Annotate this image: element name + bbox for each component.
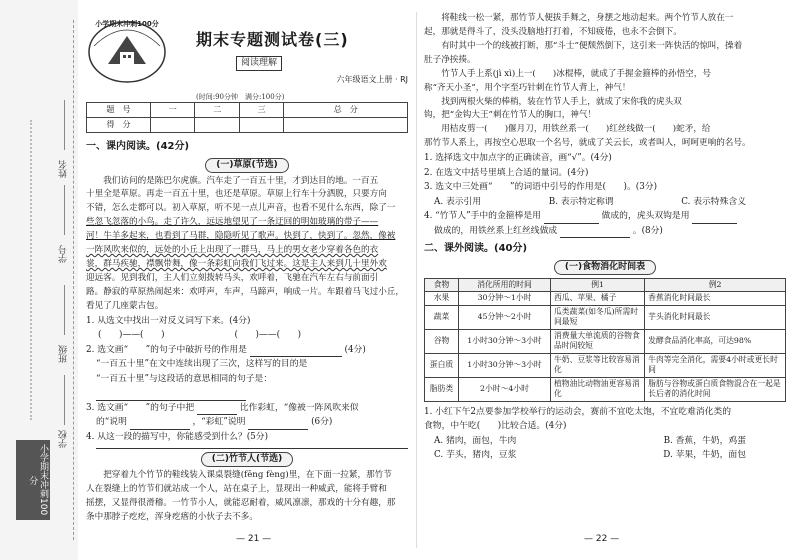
option-a[interactable]: A. 猪肉，面包，牛肉 bbox=[434, 435, 517, 446]
logo-icon bbox=[86, 12, 168, 86]
passage-line: 裳，群马疾驰，襟飘带舞，像一条彩虹向我们飞过来。这是主人来到几十里外欢 bbox=[86, 259, 387, 270]
time-info: (时间:90分钟 满分:100分) bbox=[196, 93, 285, 101]
passage-line: 摇摆，又显得很滑稽。一竹节小人，就能忍耐着，威风凛凛，那戏的十分有趣，那 bbox=[86, 498, 396, 509]
question-r4-c: 。(8分) bbox=[632, 225, 663, 236]
question-3b bbox=[86, 415, 408, 430]
class-label: 班级 bbox=[59, 345, 69, 363]
logo-text: 小学期末冲刺100分 bbox=[95, 20, 159, 28]
left-page bbox=[86, 12, 408, 552]
digestion-table bbox=[424, 278, 786, 402]
answer-blank[interactable] bbox=[197, 405, 237, 415]
question-r5-options-row2 bbox=[424, 448, 786, 463]
passage-line: 看见了几座蒙古包。 bbox=[86, 300, 164, 311]
question-r5b: 食物，中午吃( )比较合适。(4分) bbox=[424, 421, 567, 432]
score-table bbox=[86, 102, 408, 133]
brand-tag: 小学期末冲刺100分 bbox=[16, 440, 50, 520]
answer-blank[interactable] bbox=[248, 420, 308, 430]
question-3-mid: 比作彩虹，“像被一阵风吹来似 bbox=[239, 402, 359, 413]
table-row bbox=[425, 305, 786, 329]
right-page bbox=[424, 12, 786, 552]
passage-grassland bbox=[86, 175, 408, 314]
answer-line[interactable] bbox=[96, 448, 408, 449]
passage-line: 把穿着九个竹节的鞋线装入课桌裂缝(fēng fèng)里，在下面一拉紧，那竹节 bbox=[103, 470, 392, 481]
school-line bbox=[64, 375, 65, 425]
passage-line: 不错，怎么走都可以。初入草原，听不见一点儿声音，也看不见什么东西，除了一 bbox=[86, 203, 396, 214]
passage-line: 将鞋线一松一紧，那竹节人便拔手舞之，身摆之地动起来。两个竹节人放在一 bbox=[441, 13, 734, 23]
passage-line: 找到两根火柴的棒梢，装在竹节人手上，就成了宋你我的虎头双 bbox=[441, 96, 682, 107]
table-cell: 芋头消化时间最长 bbox=[645, 305, 786, 329]
column-header: 例1 bbox=[551, 278, 645, 292]
question-2c-text: “一百五十里”与这段话的意思相同的句子是： bbox=[96, 373, 273, 384]
grade-label: 六年级语文上册 · RJ bbox=[336, 75, 408, 84]
score-cell: 得 分 bbox=[87, 118, 151, 133]
passage-line: 路。静寂的草原热闹起来：欢呼声，车声，马蹄声，响成一片。车跟着马飞过小丘， bbox=[86, 286, 404, 297]
score-input[interactable] bbox=[284, 118, 408, 133]
score-header-row bbox=[87, 103, 408, 118]
passage-line: 那竹节人系上，再按空心思取一个名号，就成了关云长，或者叫人，呵呵更响的名号。 bbox=[424, 138, 751, 149]
score-input[interactable] bbox=[195, 118, 239, 133]
question-r5-options-row1 bbox=[424, 434, 786, 449]
id-line bbox=[64, 185, 65, 235]
question-r4-text: 4. “竹节人”手中的金箍棒是用 bbox=[424, 211, 541, 222]
question-2b bbox=[86, 357, 408, 372]
passage-line: 我们访问的是陈巴尔虎旗。汽车走了一百五十里，才到达目的地。一百五 bbox=[103, 175, 379, 186]
question-2-text: 2. 选文画“ ”的句子中破折号的作用是 bbox=[86, 344, 247, 355]
score-input[interactable] bbox=[239, 118, 283, 133]
table-cell: 脂肪类 bbox=[425, 377, 459, 401]
question-r4b bbox=[424, 224, 786, 239]
passage-line: 起，那就是得斗了，没头没脑地打打着，不知疲倦，也永不会倒下。 bbox=[424, 26, 682, 37]
table-cell: 脂肪与谷物或蛋白质食物混合在一起是长后者的消化时间 bbox=[645, 377, 786, 401]
answer-blank[interactable] bbox=[692, 214, 737, 224]
question-r3-options bbox=[424, 195, 786, 210]
score-cell: 总 分 bbox=[284, 103, 408, 118]
passage-title-text: (二)竹节人(节选) bbox=[201, 452, 293, 467]
question-r2: 2. 在选文中括号里填上合适的量词。(4分) bbox=[424, 167, 589, 178]
page-number: — 22 — bbox=[584, 533, 620, 544]
answer-blank[interactable] bbox=[544, 214, 599, 224]
cut-line bbox=[73, 20, 74, 540]
passage-title bbox=[86, 452, 408, 467]
question-3b-end: ，“彩虹”说明 bbox=[192, 417, 246, 428]
passage-line: 竹节人手上系(jì xì)上一( )冰棍棒，就成了手握金箍棒的孙悟空，号 bbox=[441, 68, 711, 79]
table-cell: 牛奶、豆浆等比较容易消化 bbox=[551, 353, 645, 377]
option-c[interactable]: C. 芋头，猪肉，豆浆 bbox=[434, 450, 517, 461]
table-row bbox=[425, 292, 786, 306]
score-cell: 二 bbox=[195, 103, 239, 118]
table-cell: 1小时30分钟～3小时 bbox=[459, 353, 551, 377]
passage-line: 十里全是草原。再走一百五十里，也还是草原。草原上行车十分洒脱，只要方向 bbox=[86, 189, 387, 200]
question-r3: 3. 选文中三处画“ ”的词语中引号的作用是( )。(3分) bbox=[424, 182, 658, 193]
score-cell: 题 号 bbox=[87, 103, 151, 118]
page-title: 期末专题测试卷(三) bbox=[196, 30, 349, 49]
table-cell: 发酵食品消化率高，可达98% bbox=[645, 329, 786, 353]
question-2c bbox=[86, 372, 408, 401]
passage-line: 称“齐天小圣”，用个字至巧针刺在竹节人背上，神气！ bbox=[424, 82, 631, 93]
passage-line: 一阵风吹来似的，远处的小丘上出现了一群马，马上的男女老少穿着各色的衣 bbox=[86, 245, 379, 256]
passage-title-text: (一)食物消化时间表 bbox=[554, 260, 656, 275]
passage-title bbox=[424, 260, 786, 275]
answer-blank[interactable] bbox=[560, 228, 630, 238]
column-header: 食物 bbox=[425, 278, 459, 292]
antonym-pair-2[interactable]: ( )——( ) bbox=[234, 330, 302, 341]
table-row bbox=[425, 377, 786, 401]
table-cell: 蛋白质 bbox=[425, 353, 459, 377]
table-cell: 30分钟～1小时 bbox=[459, 292, 551, 306]
table-cell: 谷物 bbox=[425, 329, 459, 353]
section-heading: 一、课内阅读。(42分) bbox=[86, 141, 190, 152]
table-cell: 瓜类蔬菜(如冬瓜)所需时间最短 bbox=[551, 305, 645, 329]
score-cell: 三 bbox=[239, 103, 283, 118]
question-2b-text: “一百五十里”在文中连续出现了三次，这样写的目的是 bbox=[96, 359, 308, 370]
answer-blank[interactable] bbox=[250, 347, 342, 357]
page-number: — 21 — bbox=[236, 533, 272, 544]
passage-bamboo-man bbox=[86, 469, 408, 525]
table-row bbox=[425, 353, 786, 377]
passage-line: 用桔皮剪一( )偃月刀，用铁丝系一( )红丝线做一( )蛇矛，给 bbox=[441, 124, 711, 135]
question-3-text: 3. 选文画“ ”的句子中把 bbox=[86, 402, 195, 413]
section-1 bbox=[86, 140, 408, 525]
table-row bbox=[425, 329, 786, 353]
question-r4-a: 做成的，虎头双钩是用 bbox=[601, 211, 690, 222]
passage-title-text: (一)草原(节选) bbox=[205, 158, 288, 173]
score-value-row bbox=[87, 118, 408, 133]
passage-line: 迎远客。见到我们，主人们立刻拨转马头，欢呼着，飞驰在汽车左右与前面引 bbox=[86, 273, 379, 283]
option-d[interactable]: D. 苹果，牛奶，面包 bbox=[663, 450, 746, 461]
passage-line: 些忽飞忽落的小鸟。走了许久，远远地望见了一条迂回的明如玻璃的带子—— bbox=[86, 217, 379, 228]
table-cell: 45分钟～2小时 bbox=[459, 305, 551, 329]
passage-line: 有时其中一个的线被打断，那“斗士”便颓然倒下，这引来一阵快活的惊叫，操着 bbox=[441, 40, 743, 51]
option-c[interactable]: C. 表示特殊含义 bbox=[681, 196, 746, 207]
question-4: 4. 从这一段的描写中，你能感受到什么？(5分) bbox=[86, 431, 268, 442]
passage-line: 条中那脖子疙疙，浑身疙瘩的小伙子去不多。 bbox=[86, 512, 258, 523]
question-3b-text: 的“说明 bbox=[96, 417, 127, 428]
section-heading: 二、课外阅读。(40分) bbox=[424, 243, 528, 255]
table-cell: 消费量大单流质的谷物食品时间较短 bbox=[551, 329, 645, 353]
question-3 bbox=[86, 401, 408, 416]
score-cell: 一 bbox=[151, 103, 195, 118]
id-label: 学号 bbox=[59, 245, 69, 263]
class-line bbox=[64, 285, 65, 335]
option-b[interactable]: B. 表示特定称谓 bbox=[548, 196, 614, 207]
table-cell: 香蕉消化时间最长 bbox=[645, 292, 786, 306]
answer-blank[interactable] bbox=[130, 420, 190, 430]
table-cell: 牛肉等完全消化，需要4小时或更长时间 bbox=[645, 353, 786, 377]
question-r5: 1. 小红下午2点要参加学校举行的运动会，赛前不宜吃太饱，不宜吃难消化类的 bbox=[424, 406, 732, 417]
passage-line: 钩，把“金钩大王”刺在竹节人的胸口，神气！ bbox=[424, 110, 597, 121]
table-cell: 1小时30分钟～3小时 bbox=[459, 329, 551, 353]
column-header: 例2 bbox=[645, 278, 786, 292]
option-b[interactable]: B. 香蕉，牛奶，鸡蛋 bbox=[663, 435, 746, 446]
school-label: 学校 bbox=[59, 430, 69, 448]
table-cell: 蔬菜 bbox=[425, 305, 459, 329]
question-2-score: (4分) bbox=[344, 344, 366, 355]
question-3-score: (6分) bbox=[311, 417, 333, 428]
logo-badge bbox=[86, 12, 168, 86]
question-1: 1. 从选文中找出一对反义词写下来。(4分) bbox=[86, 315, 251, 326]
table-cell: 2小时～4小时 bbox=[459, 377, 551, 401]
column-header: 消化所用的时间 bbox=[459, 278, 551, 292]
score-input[interactable] bbox=[151, 118, 195, 133]
passage-bamboo-man-cont bbox=[424, 12, 786, 151]
question-r4 bbox=[424, 209, 786, 224]
table-cell: 西瓜、苹果、橘子 bbox=[551, 292, 645, 306]
table-cell: 水果 bbox=[425, 292, 459, 306]
passage-line: 人在裂缝上的竹节们就站成一个人，站在桌子上，显现出一种威武，能将手臂和 bbox=[86, 484, 387, 495]
binding-dots bbox=[30, 120, 32, 420]
antonym-pair-1[interactable]: ( )——( ) bbox=[98, 330, 165, 341]
page-divider bbox=[416, 12, 417, 548]
question-1-answers bbox=[86, 328, 408, 343]
passage-title bbox=[86, 158, 408, 173]
option-a[interactable]: A. 表示引用 bbox=[434, 196, 482, 207]
question-r1: 1. 选择选文中加点字的正确读音，画“√”。(4分) bbox=[424, 153, 612, 164]
question-2 bbox=[86, 343, 408, 358]
name-label: 姓名 bbox=[59, 160, 69, 178]
answer-blank[interactable] bbox=[96, 391, 246, 401]
table-header-row bbox=[425, 278, 786, 292]
passage-line: 肚子净挨揍。 bbox=[424, 54, 476, 65]
question-r4-b: 做成的，用铁丝系上红丝线做成 bbox=[434, 225, 558, 236]
name-line bbox=[64, 100, 65, 150]
passage-line: 河！牛羊多起来，也看到了马群，隐隐听见了歌声。快到了，快到了。忽然，像被 bbox=[86, 231, 396, 242]
table-cell: 植物油比动物油更容易消化 bbox=[551, 377, 645, 401]
binding-strip bbox=[0, 0, 78, 560]
page-subtitle: 阅读理解 bbox=[236, 56, 282, 71]
